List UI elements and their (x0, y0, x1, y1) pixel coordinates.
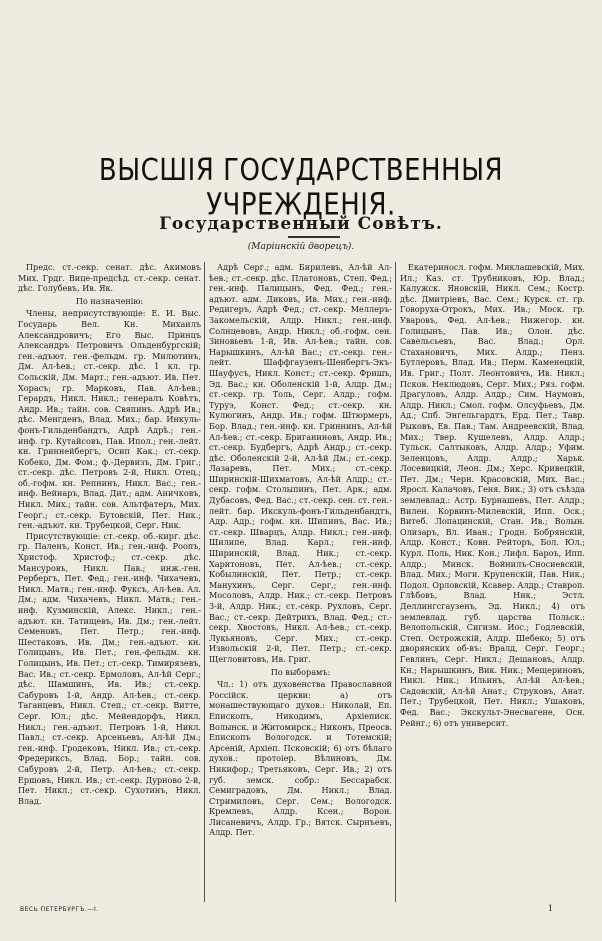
column-divider (204, 262, 205, 902)
page-number: 1 (548, 904, 554, 913)
text-column-1 (18, 262, 201, 902)
location-note: (Маріинскій дворецъ). (247, 242, 355, 252)
section-heading: По назначенію: (75, 295, 144, 306)
text-column-2 (209, 262, 392, 902)
title-rule (288, 236, 340, 238)
paragraph: Чл.: 1) отъ духовенства Православной Россійск. церкви: а) отъ монашествующаго духов.: Николай, Еп. Епископъ, Никодимъ, Архіеписк. Волынск. и Житомирск.; Никонъ, Преосв. Епископъ Вологодск. и Тотемскій; Арсеній, Архіеп. Псковскій; 6) отъ бѣлаго духов.: протоіер. Вѣлиновъ, Дм. Никифор.; Третьяковъ, Серг. Ив.; 2) отъ губ. земск. собр.: Бессарабск. Семиградовъ, Дм. Никл.; Влад. Стримиловъ, Серг. Сем.; Вологодск. Кремлевъ, Алдр. Ксен.; Ворон. Лисаневичъ, Алдр. Гр.; Вятск. Сырнъевъ, Алдр. Пет. (209, 679, 392, 838)
paragraph: Члены, неприсутствующіе: Е. И. Выс. Государь Вел. Кн. Михаилъ Александровичъ; Его Выс. Принцъ Александръ Петровичъ Ольденбургскій; ген.-адъют. ген.-фельдм. гр. Милютинъ, Дм. Ал-ѣев.; ст.-секр. дѣс. 1 кл. гр. Сольскій, Дм. Март.; ген.-адъют. Ив. Пет. Хорасъ; гр. Марковъ, Пав. Ал-ѣев.; Герардъ, Никл. Никл.; генералъ Ковѣтъ, Андр. Ив.; тайн. сов. Свяпинъ. Адрѣ Ив.; дѣс. Менгденъ, Влад. Мих.; бар. Инкуль-фонъ-Гильденбандтъ, Адрѣ Адрѣ.; ген.-инф. гр. Кутайсовъ, Пав. Ипол.; ген.-лейт. кн. Гриннейбергъ, Осип Как.; ст.-секр. Кобеко, Дм. Фом.; ф.-Дервизъ, Дм. Григ.; ст.-секр. дѣс. Петровъ 2-й, Никл. Отец.; об.-гофм. кн. Репнинъ, Никл. Вас.; ген.-инф. Вейнаръ, Влад. Дит.; адм. Аничковъ, Никл. Мих.; тайн. сов. Альтфатеръ, Мих. Георг.; ст.-секр. Бутовскій, Пет. Ник.; ген.-адъют. кн. Трубецкой, Серг. Ник. (18, 308, 201, 531)
paragraph: Адрѣ Серг.; адм. Бирилевъ, Ал-ѣй Ал-ѣев.; ст.-секр. дѣс. Платоновъ, Степ. Фед.; ген.-инф. Палицынъ, Фед. Фед.; ген.-адъют. адм. Диковъ, Ив. Мих.; ген.-инф. Редигеръ, Адрѣ Фед.; ст.-секр. Меллеръ-Закомельскій, Алдр. Никл.; ген.-инф. Солнцевовъ, Андр. Никл.; об.-гофм. сен. Зиновьевъ 1-й, Ив. Ал-ѣев.; тайн. сов. Нарышкинъ, Ал-ѣй Вас.; ст.-секр. ген.-лейт. Шаффгаузенъ-Шенбергъ-Экъ-Шауфусъ, Никл. Конст.; ст.-секр. Фришъ, Эд. Вас.; кн. Оболенскій 1-й, Алдр. Дм.; ст.-секр. гр. Толь, Серг. Алдр.; гофм. Туруэ, Конст. Фед.; ст.-секр. кн. Кулюгинъ, Андр. Ив.; гофм. Штюрмеръ, Бор. Влад.; ген.-инф. кн. Гриннинъ, Ал-ѣй Ал-ѣев.; ст.-секр. Бриганиновъ, Андр. Ив.; ст.-секр. Будбергъ, Адрѣ Андр.; ст.-секр. дѣс. Оболенскій 2-й, Ал-ѣй Дм.; ст.-секр. Лазаревъ, Пет. Мих.; ст.-секр. Ширинскій-Шихматовъ, Ал-ѣй Алдр.; ст.-секр. гофм. Столыпинъ, Пет. Арк.; адм. Дубасовъ, Фед. Вас.; ст.-секр. сен. ст. ген.-лейт. бар. Икскуль-фонъ-Гильденбандтъ, Адр. Адр.; гофм. кн. Шипинъ, Вас. Ив.; ст.-секр. Шварцъ, Алдр. Никл.; ген.-инф. Шилипе, Влад. Карл.; ген.-инф. Ширинскій, Влад. Ник.; ст.-секр. Харитоновъ, Пет. Ал-ѣев.; ст.-секр. Кобылинскій, Пет. Петр.; ст.-секр. Манухинъ, Серг. Серг.; ген.-инф. Мосоловъ, Алдр. Ник.; ст.-секр. Петровъ 3-й, Алдр. Ник.; ст.-секр. Рухловъ, Серг. Вас.; ст.-секр. Дейтрихъ, Влад. Фед.; ст.-секр. Хвостовъ, Никл. Ал-ѣев.; ст.-секр. Лукьяновъ, Серг. Мих.; ст.-секр. Извольскій 2-й, Пет. Петр.; ст.-секр. Щегловитовъ, Ив. Григ. (209, 262, 392, 664)
section-title: Государственный Совѣтъ. (159, 214, 443, 234)
section-heading: По выборамъ: (270, 666, 331, 677)
footer-signature: ВЕСЬ ПЕТЕРБУРГЪ.—I. (20, 906, 99, 913)
paragraph: Предс. ст.-секр. сенат. дѣс. Акимовъ Мих. Грдг. Вице-предсѣд. ст.-секр. сенат. дѣс. Голубевъ, Ив. Як. (18, 262, 201, 294)
page-title: ВЫСШІЯ ГОСУДАРСТВЕННЫЯ УЧРЕЖДЕНІЯ. (98, 153, 504, 223)
column-divider (395, 262, 396, 902)
paragraph: Екатериносл. гофм. Миклашевскій, Мих. Ил.; Каз. ст. Трубниковъ, Юр. Влад.; Калужск. Яновскій, Никл. Сем.; Костр. дѣс. Дмитріевъ, Вас. Сем.; Курск. ст. гр. Говоруха-Отрокъ, Мих. Ив.; Моск. гр. Уваровъ, Фед. Ал-ѣев.; Нижегор. кн. Голицынъ, Пав. Ив.; Олон. дѣс. Савельсьевъ, Вас. Влад.; Орл. Стахановичъ, Мих. Алдр.; Пенз. Бутлеровъ, Влад. Ив.; Перм. Каменецкій, Ив. Григ.; Полт. Леонтовичъ, Ив. Никл.; Псков. Неклюдовъ, Серг. Мих.; Ряз. гофм. Драгуловъ, Алдр. Алдр.; Сим. Наумовъ, Алдр. Никл.; Смол. гофм. Олсуфьевъ, Дм. Ад.; Спб. Энгельгардтъ, Ерд. Пет.; Тавр. Рыковъ, Ев. Пав.; Там. Андреевскій, Влад. Мих.; Твер. Кушелевъ, Алдр. Алдр.; Тульск. Салтыковъ, Алдр. Алдр.; Уфим. Зеленцовъ, Алдр. Алдр.; Харьк. Лосевицкій, Леон. Дм.; Херс. Кривецкій, Пет. Дм.; Черн. Красовскій, Мих. Вас.; Яросл. Калачовъ, Геня. Вик.; 3) отъ съѣзда землевлад.: Астр. Бурнашевъ, Пет. Алдр.; Вилен. Корвинъ-Милевскій, Ипп. Оск.; Витеб. Лопацинскій, Стан. Ив.; Волын. Олизаръ, Вл. Иван.; Гродн. Бобрянскій, Алдр. Конст.; Ковн. Рейторъ, Бол. Юл.; Курл. Поль, Ник. Кон.; Лифл. Бароъ, Ипп. Алдр.; Минск. Войнилъ-Сносиевскій, Влад. Мих.; Моги. Крупенскій, Пав. Ник.; Подол. Орловскій, Ксавер. Алдр.; Ставроп. Глѣбовъ, Влад. Ник.; Эстл. Деллингсгаузенъ, Эд. Никл.; 4) отъ землевлад. губ. царства Польск.: Велопольскій, Сигизм. Иос.; Годлевскій, Степ. Острожскій, Алдр. Шебеко; 5) отъ дворянских об-въ: Вралд, Серг. Георг.; Гевлинъ, Серг. Никл.; Дешановъ, Алдр. Кн.; Нарышкинъ, Вик. Ник.; Мещериновъ, Никл. Ник.; Ильинъ, Ал-ѣй Ал-ѣев.; Садовскій, Ал-ѣй Анат.; Струковъ, Анат. Пет.; Трубецкой, Пет. Никл.; Ушаковъ, Фед. Вас.; Экскульт-Энесвагене, Осн. Рейнг.; 6) отъ университ. (400, 262, 585, 728)
text-column-3 (400, 262, 585, 902)
paragraph: Присутствующіе: ст.-секр. об.-кирг. дѣс. гр. Паленъ, Конст. Ив.; ген.-инф. Роопъ, Христоф. Христоф.; ст.-секр. дѣс. Мансуровъ, Никл. Пав.; инж.-ген. Рербергъ, Пет. Фед.; ген.-инф. Чихачевъ, Никл. Матв.; ген.-инф. Фуксъ, Ал-ѣев. Ал. Дм.; адм. Чихачевъ, Никл. Матв.; ген.-инф. Кузминскій, Алекс. Никл.; ген.-адъют. кн. Татищевъ, Ив. Дм.; ген.-лейт. Семеновъ, Пет. Петр.; ген.-инф. Шестаковъ, Ив. Дм.; ген.-адъют. кн. Голицынъ, Ив. Пет.; ген.-фельдм. кн. Голицынъ, Ив. Пет.; ст.-секр. Тимирязевъ, Вас. Ив.; ст.-секр. Ермоловъ, Ал-ѣй Серг.; дѣс. Шамшинъ, Ив. Ив.; ст.-секр. Сабуровъ 1-й, Андр. Ал-ѣев.; ст.-секр. Таганцевъ, Никл. Степ.; ст.-секр. Витте, Серг. Юл.; дѣс. Мейендорфъ, Никл. Никл.; ген.-адъют. Петровъ 1-й, Никл. Павл.; ст.-секр. Арсеньевъ, Ал-ѣй Дм.; ген.-инф. Гродековъ, Никл. Ив.; ст.-секр. Фредериксъ, Влад. Бор.; тайн. сов. Сабуровъ 2-й, Петр. Ал-ѣев.; ст.-секр. Ершовъ, Никл. Ив.; ст.-секр. Дурново 2-й, Пет. Никл.; ст.-секр. Сухотинъ, Никл. Влад. (18, 530, 201, 806)
